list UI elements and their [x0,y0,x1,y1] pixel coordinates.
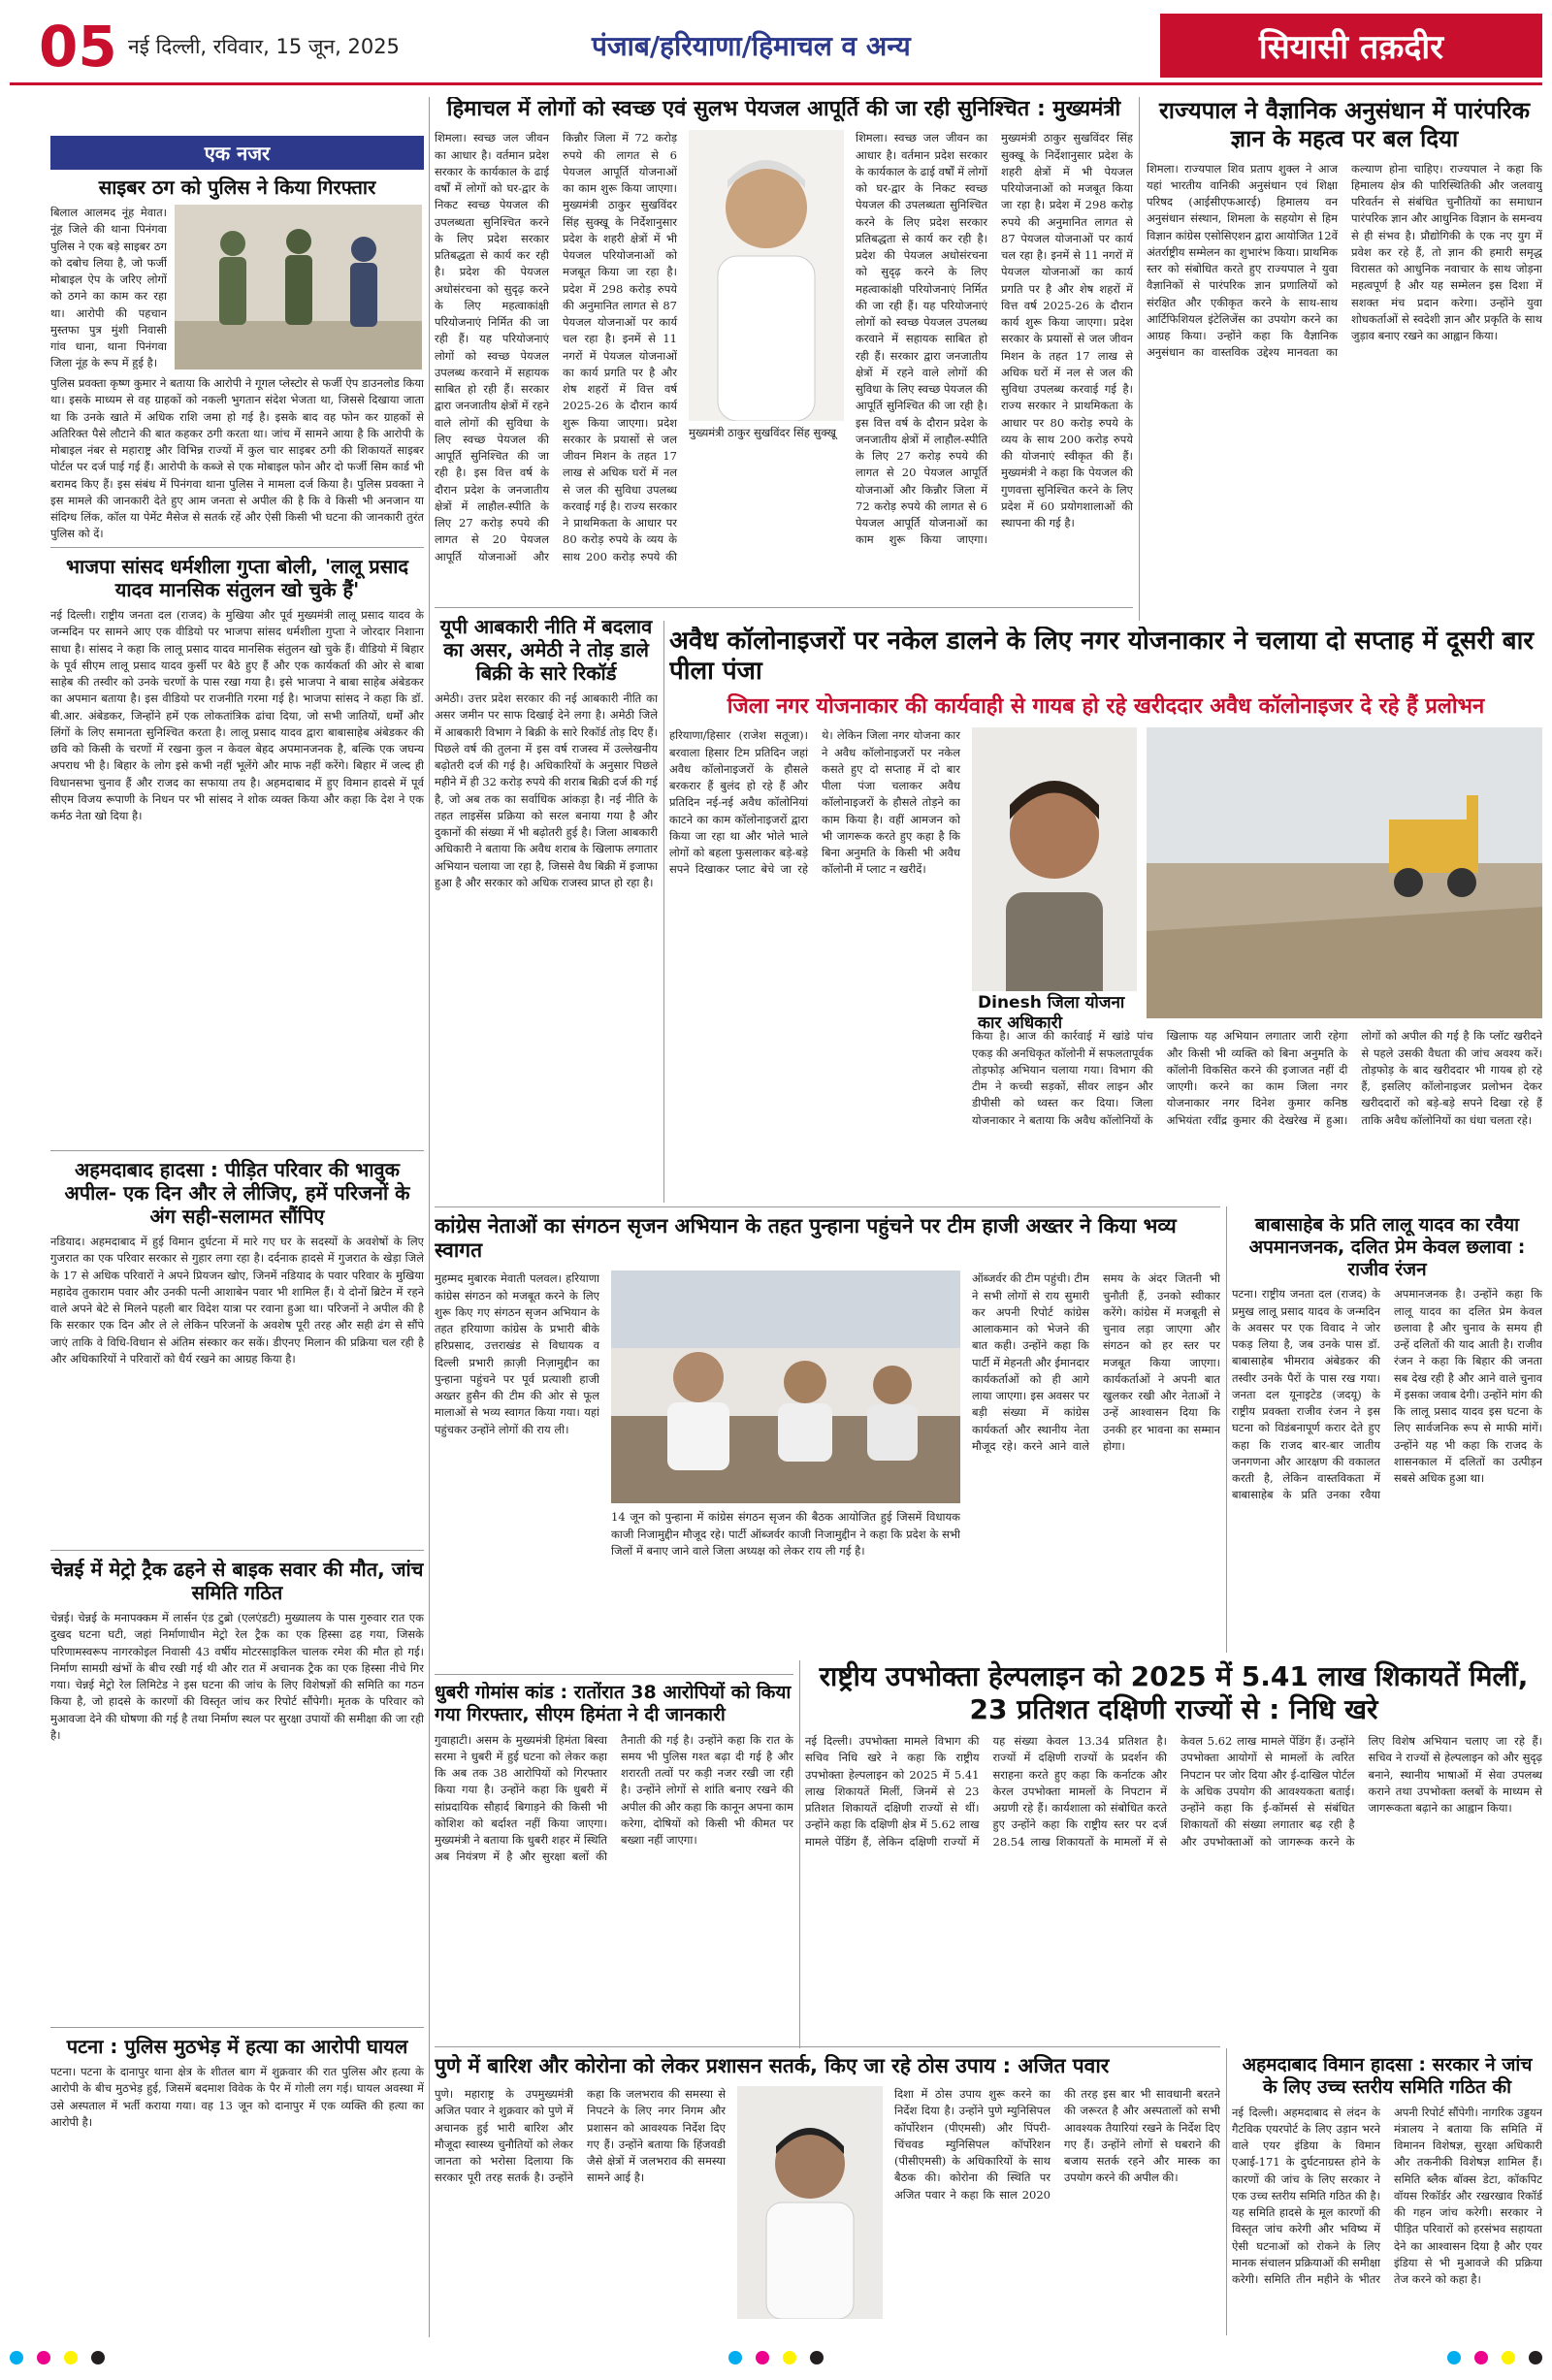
up-liquor-headline: यूपी आबकारी नीति में बदलाव का असर, अमेठी ने तोड़ डाले बिक्री के सारे रिकॉर्ड [439,615,653,685]
registration-dot [64,2351,78,2364]
bhajpa-story [50,555,424,1146]
chennai-headline: चेन्नई में मेट्रो ट्रैक ढहने से बाइक सवार की मौत, जांच समिति गठित [50,1558,424,1604]
ek-nazar-label: एक नजर [50,136,424,170]
cyber-intro: बिलाल आलमद नूंह मेवात। नूंह जिले की थाना पिनंगवा पुलिस ने एक बड़े साइबर ठग को दबोच लिया है, जो फर्जी मोबाइल ऐप के जरिए लोगों को ठगने का काम कर रहा था। आरोपी की पहचान मुस्तफा पुत्र मुंशी निवासी गांव धाना, थाना पिनंगवा जिला नूंह के रूप में हुई है। [50,206,167,370]
ahmedabad-story [50,1158,424,1546]
colonizer-body-right: किया है। आज की कार्रवाई में खांडे पांच एकड़ की अनधिकृत कॉलोनी में सफलतापूर्वक तोड़फोड़ अभियान चलाया गया। विभाग की टीम ने कच्ची सड़कों, सीवर लाइन और डीपीसी को ध्वस्त कर दिया। जिला योजनाकार ने बताया कि अवैध कॉलोनियों के खिलाफ यह अभियान लगातार जारी रहेगा और किसी भी व्यक्ति को बिना अनुमति के कॉलोनी विकसित करने की इजाजत नहीं दी जाएगी। करने का काम जिला नगर योजनाकार नगर दिनेश कुमार कनिष्ठ अभियंता रवींद्र कुमार की देखरेख में हुआ। लोगों को अपील की गई है कि प्लॉट खरीदने से पहले उसकी वैधता की जांच अवश्य करें। तोड़फोड़ के बाद खरीददार भी गायब हो रहे हैं, इसलिए कॉलोनाइजर प्रलोभन देकर खरीददारों को बड़े-बड़े सपने दिखा रहे हैं ताकि अवैध कॉलोनियों का धंधा चलता रहे। [972,1029,1542,1127]
issue-date: नई दिल्ली, रविवार, 15 जून, 2025 [128,35,400,58]
brand-logo: सियासी तक़दीर [1160,14,1542,78]
dinesh-caption: Dinesh जिला योजना कार अधिकारी [972,991,1137,1035]
congress-story [435,1214,1220,1670]
plane-probe-story [1232,2054,1542,2341]
dinesh-photo [972,727,1137,1018]
registration-dot [783,2351,796,2364]
registration-dot [810,2351,824,2364]
pune-headline: पुणे में बारिश और कोरोना को लेकर प्रशासन सतर्क, किए जा रहे ठोस उपाय : अजित पवार [435,2054,1110,2077]
column-rule [1226,1206,1227,1653]
column-rule [1139,97,1140,621]
babasaheb-story [1232,1214,1542,1651]
himachal-body-a: शिमला। स्वच्छ जल जीवन का आधार है। वर्तमान प्रदेश सरकार के कार्यकाल के ढाई वर्षों में लोगों को घर-द्वार के निकट स्वच्छ पेयजल की उपलब्धता सुनिश्चित करने के लिए प्रदेश सरकार प्रतिबद्धता से कार्य कर रही है। प्रदेश की पेयजल अधोसंरचना को सुदृढ़ करने के लिए महत्वाकांक्षी परियोजनाएं निर्मित की जा रही हैं। यह परियोजनाएं लोगों को स्वच्छ पेयजल उपलब्ध करवाने में सहायक साबित हो रही हैं। सरकार द्वारा जनजातीय क्षेत्रों में रहने वाले लोगों की सुविधा के लिए स्वच्छ पेयजल की आपूर्ति सुनिश्चित की जा रही है। इस वित्त वर्ष के दौरान प्रदेश के जनजातीय क्षेत्रों में लाहौल-स्पीति के लिए 27 करोड़ रुपये की लागत से 20 पेयजल आपूर्ति योजनाओं और किन्नौर जिला में 72 करोड़ रुपये की लागत से 6 पेयजल आपूर्ति योजनाओं का काम शुरू किया जाएगा। मुख्यमंत्री ठाकुर सुखविंदर सिंह सुक्खू के निर्देशानुसार प्रदेश के शहरी क्षेत्रों में भी पेयजल परियोजनाओं को मजबूत किया जा रहा है। प्रदेश में 298 करोड़ रुपये की अनुमानित लागत से 87 पेयजल योजनाओं पर कार्य चल रहा है। इनमें से 11 नगरों में पेयजल योजनाओं का कार्य प्रगति पर है और शेष शहरों में वित्त वर्ष 2025-26 के दौरान कार्य शुरू किया जाएगा। प्रदेश सरकार के प्रयासों से जल जीवन मिशन के तहत 17 लाख से अधिक घरों में नल से जल की सुविधा उपलब्ध करवाई गई है। राज्य सरकार ने प्राथमिकता के आधार पर 80 करोड़ रुपये के व्यय के साथ 200 करोड़ रुपये की [435,131,677,563]
column-rule [1226,2048,1227,2335]
cyber-photo [175,205,422,370]
section-title: पंजाब/हरियाणा/हिमाचल व अन्य [592,30,911,62]
babasaheb-headline: बाबासाहेब के प्रति लालू यादव का रवैया अपमानजनक, दलित प्रेम केवल छलावा : राजीव रंजन [1248,1214,1526,1280]
governor-story [1147,97,1542,621]
divider [50,1150,424,1151]
divider [435,2046,1220,2047]
congress-photo [611,1270,960,1503]
dhubri-story [435,1682,793,2041]
congress-body-right: ऑब्जर्वर की टीम पहुंची। टीम ने सभी लोगों से राय सुमारी कर अपनी रिपोर्ट कांग्रेस आलाकमान को भेजने की बात कही। उन्होंने कहा कि पार्टी में मेहनती और ईमानदार कार्यकर्ताओं को ही आगे लाया जाएगा। इस अवसर पर बड़ी संख्या में कांग्रेस कार्यकर्ता और स्थानीय नेता मौजूद रहे। करने आने वाले समय के अंदर जितनी भी चुनौती हैं, उनको स्वीकार करेंगे। कांग्रेस में मजबूती से चुनाव लड़ा जाएगा और संगठन को हर स्तर पर मजबूत किया जाएगा। कार्यकर्ताओं ने अपनी बात खुलकर रखी और नेताओं ने उन्हें आश्वासन दिया कि उनकी हर भावना का सम्मान होगा। [972,1271,1220,1453]
divider [435,1674,793,1675]
registration-dot [756,2351,769,2364]
up-liquor-body: अमेठी। उत्तर प्रदेश सरकार की नई आबकारी नीति का असर जमीन पर साफ दिखाई देने लगा है। अमेठी जिले में आबकारी विभाग ने बिक्री के सारे रिकॉर्ड तोड़ दिए हैं। पिछले वर्ष की तुलना में इस वर्ष राजस्व में उल्लेखनीय बढ़ोतरी दर्ज की गई है। अधिकारियों के अनुसार पिछले महीने में ही 32 करोड़ रुपये की शराब बिक्री दर्ज की गई है, जो अब तक का सर्वाधिक आंकड़ा है। नई नीति के तहत लाइसेंस प्रक्रिया को सरल बनाया गया है और दुकानों की संख्या में भी बढ़ोतरी हुई है। जिला आबकारी अधिकारी ने बताया कि अवैध शराब के खिलाफ लगातार अभियान चलाया जा रहा है, जिससे वैध बिक्री में इजाफा हुआ है और सरकार को अधिक राजस्व प्राप्त हो रहा है। [435,691,658,889]
footer [10,2345,1542,2370]
up-liquor-story [435,615,658,1206]
himachal-headline: हिमाचल में लोगों को स्वच्छ एवं सुलभ पेयजल आपूर्ति की जा रही सुनिश्चित : मुख्यमंत्री [446,97,1121,121]
cyber-headline: साइबर ठग को पुलिस ने किया गिरफ्तार [98,176,376,199]
dhubri-headline: धुबरी गोमांस कांड : रातोंरात 38 आरोपियों को किया गया गिरफ्तार, सीएम हिमंता ने दी जानकारी [435,1682,792,1725]
demolition-photo [1147,727,1542,1018]
colonizer-media [972,727,1542,1193]
ahmedabad-body: नडियाद। अहमदाबाद में हुई विमान दुर्घटना में मारे गए घर के सदस्यों के अवशेषों के लिए गुजरात का एक परिवार सरकार से गुहार लगा रहा है। दर्दनाक हादसे में गुजरात के खेड़ा जिले के 17 से अधिक परिवारों ने अपने प्रियजन खोए, जिनमें नडियाद के पवार परिवार के मुखिया महादेव तुकाराम पवार और उनकी पत्नी आशाबेन पवार भी शामिल हैं। ये दोनों ब्रिटेन में रहने वाले अपने बेटे से मिलने पहली बार विदेश यात्रा पर रवाना हुआ था। परिजनों ने अपील की है कि सरकार एक दिन और ले ले लेकिन परिजनों के अवशेष पूरी तरह और सही ढंग से सौंपे जाएं ताकि वे विधि-विधान से अंतिम संस्कार कर सकें। डीएनए मिलान की प्रक्रिया चल रही है और अधिकारियों ने परिवारों को धैर्य रखने का आग्रह किया है। [50,1235,424,1366]
plane-probe-body: नई दिल्ली। अहमदाबाद से लंदन के गैटविक एयरपोर्ट के लिए उड़ान भरने वाले एयर इंडिया के विमान एआई-171 के दुर्घटनाग्रस्त होने के कारणों की जांच के लिए सरकार ने एक उच्च स्तरीय समिति गठित की है। यह समिति हादसे के मूल कारणों की विस्तृत जांच करेगी और भविष्य में ऐसी घटनाओं को रोकने के लिए मानक संचालन प्रक्रियाओं की समीक्षा करेगी। समिति तीन महीने के भीतर अपनी रिपोर्ट सौंपेगी। नागरिक उड्डयन मंत्रालय ने बताया कि समिति में विमानन विशेषज्ञ, सुरक्षा अधिकारी और तकनीकी विशेषज्ञ शामिल हैं। समिति ब्लैक बॉक्स डेटा, कॉकपिट वॉयस रिकॉर्डर और रखरखाव रिकॉर्ड की गहन जांच करेगी। सरकार ने पीड़ित परिवारों को हरसंभव सहायता देने का आश्वासन दिया है और एयर इंडिया से भी मुआवजे की प्रक्रिया तेज करने को कहा है। [1232,2105,1542,2287]
cm-caption: मुख्यमंत्री ठाकुर सुखविंदर सिंह सुक्खू [689,426,836,440]
colonizer-subhead: जिला नगर योजनाकार की कार्यवाही से गायब हो रहे खरीददार अवैध कॉलोनाइजर दे रहे हैं प्रलोभन [727,694,1485,720]
governor-headline: राज्यपाल ने वैज्ञानिक अनुसंधान में पारंपरिक ज्ञान के महत्व पर बल दिया [1158,97,1531,152]
patna-body: पटना। पटना के दानापुर थाना क्षेत्र के शीतल बाग में शुक्रवार की रात पुलिस और हत्या के आरोपी के बीच मुठभेड़ हुई, जिसमें बदमाश विवेक के पैर में गोली लग गई। घायल अवस्था में उसे अस्पताल में भर्ती कराया गया। वह 13 जून को दानापुर में एक व्यक्ति की हत्या का आरोपी है। [50,2065,424,2129]
bhajpa-body: नई दिल्ली। राष्ट्रीय जनता दल (राजद) के मुखिया और पूर्व मुख्यमंत्री लालू प्रसाद यादव के जन्मदिन पर सामने आए एक वीडियो पर भाजपा सांसद धर्मशीला गुप्ता ने जोरदार निशाना साधा है। सांसद ने कहा कि लालू प्रसाद यादव मानसिक संतुलन खो चुके हैं। वीडियो में बिहार के पूर्व सीएम लालू प्रसाद यादव कुर्सी पर बैठे हुए हैं और एक कार्यकर्ता की ओर से बाबा साहेब की तस्वीर को उनके चरणों के पास रखा गया है। इसे भाजपा ने बाबा साहेब अंबेडकर का अपमान बताया है। इस वीडियो पर राजनीति गरमा गई है। भाजपा सांसद ने कहा कि डॉ. बी.आर. अंबेडकर, जिन्होंने हमें एक लोकतांत्रिक ढांचा दिया, जो सभी जातियों, धर्मों और लिंगों के लिए समानता सुनिश्चित करता है। लालू प्रसाद यादव द्वारा बाबासाहेब अंबेडकर की छवि को किसी के चरणों में रखना कुल न केवल बेहद अपमानजनक है, बल्कि एक जघन्य अपराध भी है। बिहार के लोग इसे कभी नहीं भूलेंगे और माफ नहीं करेंगे। बिहार में जल्द ही विधानसभा चुनाव हैं और राजद का सफाया तय है। अहमदाबाद में हुए विमान हादसे में पूर्व सीएम विजय रूपाणी के निधन पर भी सांसद ने शोक व्यक्त किया और कहा कि देश ने एक कर्मठ नेता खो दिया है। [50,608,424,822]
consumer-headline: राष्ट्रीय उपभोक्ता हेल्पलाइन को 2025 में 5.41 लाख शिकायतें मिलीं, 23 प्रतिशत दक्षिणी राज्यों से : निधि खरे [819,1660,1529,1725]
color-registration-center [728,2351,824,2364]
patna-headline: पटना : पुलिस मुठभेड़ में हत्या का आरोपी घायल [66,2035,408,2058]
divider [435,1206,1220,1207]
patna-story [50,2035,424,2326]
congress-headline: कांग्रेस नेताओं का संगठन सृजन अभियान के तहत पुन्हाना पहुंचने पर टीम हाजी अख्तर ने किया भव्य स्वागत [435,1214,1177,1263]
registration-dot [1474,2351,1488,2364]
chennai-body: चेन्नई। चेन्नई के मनापक्कम में लार्सन एंड टुब्रो (एलएंडटी) मुख्यालय के पास गुरुवार रात एक दुखद घटना घटी, जहां निर्माणाधीन मेट्रो रेल ट्रैक का एक हिस्सा ढह गया, जिसके परिणामस्वरूप नागरकोइल निवासी 43 वर्षीय मोटरसाइकिल चालक रमेश की मौत हो गई। निर्माण सामग्री खंभों के बीच रखी गई थी और रात में अचानक ट्रैक का एक हिस्सा नीचे गिर गया। चेन्नई मेट्रो रेल लिमिटेड ने इस घटना की जांच के लिए विशेषज्ञों की समिति का गठन किया है, जो हादसे के कारणों की विस्तृत जांच कर रिपोर्ट सौंपेगी। मृतक के परिवार को मुआवजा देने की घोषणा की गई है तथा निर्माण स्थल पर सुरक्षा उपायों की समीक्षा की जा रही है। [50,1611,424,1742]
divider [50,2027,424,2028]
himachal-story [435,97,1133,601]
colonizer-story [669,627,1542,1199]
registration-dot [10,2351,23,2364]
cyber-story [50,136,424,543]
divider [50,547,424,548]
plane-probe-headline: अहमदाबाद विमान हादसा : सरकार ने जांच के लिए उच्च स्तरीय समिति गठित की [1242,2054,1533,2098]
congress-photo-caption: 14 जून को पुन्हाना में कांग्रेस संगठन सृजन की बैठक आयोजित हुई जिसमें विधायक काजी निजामुद्दीन मौजूद रहे। पार्टी ऑब्जर्वर काजी निजामुद्दीन ने कहा कि प्रदेश के सभी जिलों में बनाए जाने वाले जिला अध्यक्ष को लेकर राय ली गई है। [611,1510,960,1558]
colonizer-body-left: हरियाणा/हिसार (राजेश सतूजा)। बरवाला हिसार टिम प्रतिदिन जहां अवैध कॉलोनाइजरों के हौसले बरकरार हैं बुलंद हो रहे हैं और प्रतिदिन नई-नई अवैध कॉलोनियां काटने का काम कॉलोनाइजरों द्वारा किया जा रहा था और भोले भाले लोगों को बहला फुसलाकर बड़े-बड़े सपने दिखाकर प्लाट बेचे जा रहे थे। लेकिन जिला नगर योजना कार ने अवैध कॉलोनाइजरों पर नकेल कसते हुए दो सप्ताह में दो बार पीला पंजा चलाकर अवैध कॉलोनाइजरों के हौसले तोड़ने का काम किया है। वहीं आमजन को भी जागरूक करते हुए कहा है कि बिना अनुमति के किसी भी अवैध कॉलोनी में प्लाट न खरीदें। [669,728,960,877]
registration-dot [1447,2351,1461,2364]
chennai-story [50,1558,424,2023]
registration-dot [728,2351,742,2364]
ahmedabad-headline: अहमदाबाद हादसा : पीड़ित परिवार की भावुक अपील- एक दिन और ले लीजिए, हमें परिजनों के अंग सही-सलामत सौंपिए [64,1158,410,1228]
pune-story [435,2054,1220,2341]
pune-body-right: दिशा में ठोस उपाय शुरू करने का निर्देश दिया है। उन्होंने पुणे म्युनिसिपल कॉर्पोरेशन (पीएमसी) और पिंपरी-चिंचवड म्युनिसिपल कॉर्पोरेशन (पीसीएमसी) के अधिकारियों के साथ बैठक की। कोरोना की स्थिति पर अजित पवार ने कहा कि साल 2020 की तरह इस बार भी सावधानी बरतने की जरूरत है और अस्पतालों को सभी आवश्यक तैयारियां रखने के निर्देश दिए गए हैं। उन्होंने लोगों से घबराने की बजाय सतर्क रहने और मास्क का उपयोग करने की अपील की। [894,2087,1220,2202]
registration-dot [1502,2351,1515,2364]
column-rule [429,97,430,2337]
registration-dot [91,2351,105,2364]
pune-body-left: पुणे। महाराष्ट्र के उपमुख्यमंत्री अजित पवार ने शुक्रवार को पुणे में अचानक हुई भारी बारिश और मौजूदा स्वास्थ्य चुनौतियों को लेकर जानता को भरोसा दिलाया कि सरकार पूरी तरह सतर्क है। उन्होंने कहा कि जलभराव की समस्या से निपटने के लिए नगर निगम और प्रशासन को आवश्यक निर्देश दिए गए हैं। उन्होंने बताया कि हिंजवडी जैसे क्षेत्रों में जलभराव की समस्या सामने आई है। [435,2087,726,2185]
color-registration-left [10,2351,105,2364]
registration-dot [1529,2351,1542,2364]
consumer-body: नई दिल्ली। उपभोक्ता मामले विभाग की सचिव निधि खरे ने कहा कि राष्ट्रीय उपभोक्ता हेल्पलाइन को 2025 में 5.41 लाख शिकायतें मिलीं, जिनमें से 23 प्रतिशत शिकायतें दक्षिणी राज्यों से थीं। उन्होंने कहा कि दक्षिणी क्षेत्र में 5.62 लाख मामले पेंडिंग हैं, लेकिन दक्षिणी राज्यों में यह संख्या केवल 13.34 प्रतिशत है। राज्यों में दक्षिणी राज्यों के प्रदर्शन की सराहना करते हुए कहा कि कर्नाटक और केरल उपभोक्ता मामलों के निपटान में अग्रणी रहे हैं। कार्यशाला को संबोधित करते हुए उन्होंने कहा कि राष्ट्रीय स्तर पर दर्ज 28.54 लाख शिकायतों के मामलों में से केवल 5.62 लाख मामले पेंडिंग हैं। उन्होंने उपभोक्ता आयोगों से मामलों के त्वरित निपटान पर जोर दिया और ई-दाखिल पोर्टल के अधिक उपयोग की आवश्यकता बताई। उन्होंने कहा कि ई-कॉमर्स से संबंधित शिकायतों की संख्या लगातार बढ़ रही है और उपभोक्ताओं को जागरूक करने के लिए विशेष अभियान चलाए जा रहे हैं। सचिव ने राज्यों से हेल्पलाइन को और सुदृढ़ बनाने, स्थानीय भाषाओं में सेवा उपलब्ध कराने तथा उपभोक्ता क्लबों के माध्यम से जागरूकता बढ़ाने का आह्वान किया। [805,1734,1542,1849]
divider [435,607,1133,608]
registration-dot [37,2351,50,2364]
cm-photo [689,130,844,421]
color-registration-right [1447,2351,1542,2364]
himachal-body-b: शिमला। स्वच्छ जल जीवन का आधार है। वर्तमान प्रदेश सरकार के कार्यकाल के ढाई वर्षों में लोगों को घर-द्वार के निकट स्वच्छ पेयजल की उपलब्धता सुनिश्चित करने के लिए प्रदेश सरकार प्रतिबद्धता से कार्य कर रही है। प्रदेश की पेयजल अधोसंरचना को सुदृढ़ करने के लिए महत्वाकांक्षी परियोजनाएं निर्मित की जा रही हैं। यह परियोजनाएं लोगों को स्वच्छ पेयजल उपलब्ध करवाने में सहायक साबित हो रही हैं। सरकार द्वारा जनजातीय क्षेत्रों में रहने वाले लोगों की सुविधा के लिए स्वच्छ पेयजल की आपूर्ति सुनिश्चित की जा रही है। इस वित्त वर्ष के दौरान प्रदेश के जनजातीय क्षेत्रों में लाहौल-स्पीति के लिए 27 करोड़ रुपये की लागत से 20 पेयजल आपूर्ति योजनाओं और किन्नौर जिला में 72 करोड़ रुपये की लागत से 6 पेयजल आपूर्ति योजनाओं का काम शुरू किया जाएगा। मुख्यमंत्री ठाकुर सुखविंदर सिंह सुक्खू के निर्देशानुसार प्रदेश के शहरी क्षेत्रों में भी पेयजल परियोजनाओं को मजबूत किया जा रहा है। प्रदेश में 298 करोड़ रुपये की अनुमानित लागत से 87 पेयजल योजनाओं पर कार्य चल रहा है। इनमें से 11 नगरों में पेयजल योजनाओं का कार्य प्रगति पर है और शेष शहरों में वित्त वर्ष 2025-26 के दौरान कार्य शुरू किया जाएगा। प्रदेश सरकार के प्रयासों से जल जीवन मिशन के तहत 17 लाख से अधिक घरों में नल से जल की सुविधा उपलब्ध करवाई गई है। राज्य सरकार ने प्राथमिकता के आधार पर 80 करोड़ रुपये के व्यय के साथ 200 करोड़ रुपये की योजनाएं स्वीकृत की हैं। मुख्यमंत्री ने कहा कि पेयजल की गुणवत्ता सुनिश्चित करने के लिए प्रदेश में 60 प्रयोगशालाओं की स्थापना की गई है। [856,131,1133,547]
pawar-photo [737,2086,883,2319]
bhajpa-headline: भाजपा सांसद धर्मशीला गुप्ता बोली, 'लालू प्रसाद यादव मानसिक संतुलन खो चुके हैं' [65,555,409,601]
page-number: 05 [39,14,117,80]
column-rule [799,1660,800,2048]
dhubri-body: गुवाहाटी। असम के मुख्यमंत्री हिमंता बिस्वा सरमा ने धुबरी में हुई घटना को लेकर कहा कि अब तक 38 आरोपियों को गिरफ्तार किया गया है। उन्होंने कहा कि धुबरी में सांप्रदायिक सौहार्द बिगाड़ने की किसी भी कोशिश को बर्दाश्त नहीं किया जाएगा। मुख्यमंत्री ने बताया कि धुबरी शहर में स्थिति अब नियंत्रण में है और सुरक्षा बलों की तैनाती की गई है। उन्होंने कहा कि रात के समय भी पुलिस गश्त बढ़ा दी गई है और शरारती तत्वों पर कड़ी नजर रखी जा रही है। उन्होंने लोगों से शांति बनाए रखने की अपील की और कहा कि कानून अपना काम करेगा, दोषियों को किसी भी कीमत पर बख्शा नहीं जाएगा। [435,1732,793,1864]
congress-body-left: मुहम्मद मुबारक मेवाती पलवल। हरियाणा कांग्रेस संगठन को मजबूत करने के लिए शुरू किए गए संगठन सृजन अभियान के तहत हरियाणा कांग्रेस के प्रभारी बीके हरिप्रसाद, उत्तराखंड से विधायक व दिल्ली प्रभारी क़ाज़ी निज़ामुद्दीन का पुन्हाना पहुंचने पर पूर्व प्रत्याशी हाजी अख्तर हुसैन की टीम की ओर से फूल मालाओं से भव्य स्वागत किया गया। यहां पहुंचकर उन्होंने लोगों की राय ली। [435,1271,599,1436]
cyber-body: पुलिस प्रवक्ता कृष्ण कुमार ने बताया कि आरोपी ने गूगल प्लेस्टोर से फर्जी ऐप डाउनलोड किया था। इसके माध्यम से वह ग्राहकों को नकली भुगतान संदेश भेजता था, जिससे दिखाया जाता था कि उनके खाते में अधिक राशि जमा हो गई है। इसके बाद वह फोन कर ग्राहकों से अतिरिक्त पैसे लौटाने की बात कहकर ठगी करता था। जांच में सामने आया है कि आरोपी के मोबाइल नंबर से महाराष्ट्र और विभिन्न राज्यों में कुल चार साइबर ठगी की शिकायतें साइबर पोर्टल पर दर्ज पाई गई हैं। आरोपी के कब्जे से एक मोबाइल फोन और दो फर्जी सिम कार्ड भी बरामद किए हैं। इस संबंध में पिनंगवा थाना पुलिस ने मामला दर्ज किया है। पुलिस प्रवक्ता ने इस मामले की जानकारी देते हुए आम जनता से अपील की है कि वे किसी भी अनजान या संदिग्ध लिंक, कॉल या पेमेंट मैसेज से सतर्क रहें और ऐसी किसी भी घटना की जानकारी तुरंत पुलिस को दें। [50,376,424,541]
babasaheb-body: पटना। राष्ट्रीय जनता दल (राजद) के प्रमुख लालू प्रसाद यादव के जन्मदिन के अवसर पर एक विवाद ने जोर पकड़ लिया है, जब उनके पास डॉ. बाबासाहेब भीमराव अंबेडकर की तस्वीर उनके पैरों के पास रख गया। जनता दल यूनाइटेड (जदयू) के राष्ट्रीय प्रवक्ता राजीव रंजन ने इस घटना को विडंबनापूर्ण करार देते हुए कहा कि राजद बार-बार जातीय जनगणना और आरक्षण की वकालत करती है, लेकिन वास्तविकता में बाबासाहेब के प्रति उनका रवैया अपमानजनक है। उन्होंने कहा कि लालू यादव का दलित प्रेम केवल छलावा है और चुनाव के समय ही उन्हें दलितों की याद आती है। राजीव रंजन ने कहा कि बिहार की जनता सब देख रही है और आने वाले चुनाव में इसका जवाब देगी। उन्होंने मांग की कि लालू प्रसाद यादव इस घटना के लिए सार्वजनिक रूप से माफी मांगें। उन्होंने यह भी कहा कि राजद के शासनकाल में दलितों का उत्पीड़न सबसे अधिक हुआ था। [1232,1287,1542,1502]
column-rule [663,621,664,1203]
consumer-story [805,1660,1542,2048]
colonizer-headline: अवैध कॉलोनाइजरों पर नकेल डालने के लिए नगर योजनाकार ने चलाया दो सप्ताह में दूसरी बार पीला पंजा [669,627,1534,687]
divider [50,1550,424,1551]
governor-body: शिमला। राज्यपाल शिव प्रताप शुक्ल ने आज यहां भारतीय वानिकी अनुसंधान एवं शिक्षा परिषद (आईसीएफआरई) हिमालय वन अनुसंधान संस्थान, शिमला के सहयोग से हिम विज्ञान कांग्रेस एसोसिएशन द्वारा आयोजित 12वें अंतर्राष्ट्रीय सम्मेलन का शुभारंभ किया। प्राथमिक स्तर को संबोधित करते हुए राज्यपाल ने युवा वैज्ञानिकों से पारंपरिक ज्ञान प्रणालियों को संरक्षित और एकीकृत करने के साथ-साथ आर्टिफिशियल इंटेलिजेंस का उपयोग करने का आग्रह किया। उन्होंने कहा कि वैज्ञानिक अनुसंधान का वास्तविक उद्देश्य मानवता का कल्याण होना चाहिए। राज्यपाल ने कहा कि हिमालय क्षेत्र की पारिस्थितिकी और जलवायु परिवर्तन से संबंधित चुनौतियों का समाधान पारंपरिक ज्ञान और आधुनिक विज्ञान के समन्वय से ही संभव है। प्रौद्योगिकी के एक नए युग में प्रवेश कर रहे हैं, तो ज्ञान की हमारी समृद्ध विरासत को आधुनिक नवाचार के साथ जोड़ना महत्वपूर्ण है और यह सम्मेलन इस दिशा में सशक्त मंच प्रदान करेगा। उन्होंने युवा शोधकर्ताओं से स्वदेशी ज्ञान और प्रकृति के साथ जुड़ाव बनाए रखने का आह्वान किया। [1147,161,1542,360]
masthead [10,10,1542,85]
